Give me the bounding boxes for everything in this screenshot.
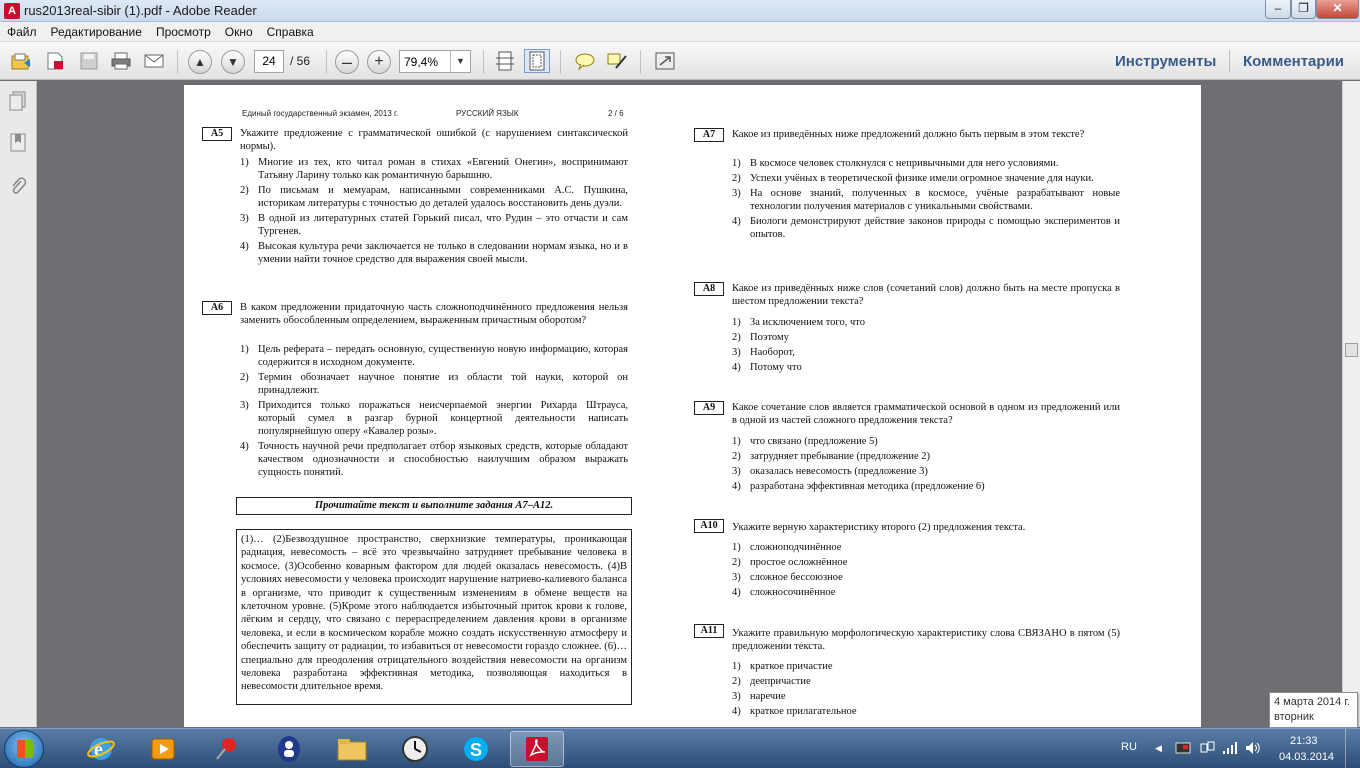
minimize-button[interactable]: – xyxy=(1265,0,1291,19)
toolbar-separator xyxy=(560,50,561,74)
answer-option: 3) Наоборот, xyxy=(732,347,795,358)
page-header-right: 2 / 6 xyxy=(608,109,624,118)
attachments-icon[interactable] xyxy=(8,176,28,198)
clock-date[interactable]: 04.03.2014 xyxy=(1279,751,1335,763)
answer-option: 1) сложноподчинённое xyxy=(732,542,842,553)
answer-option: 1) краткое причастие xyxy=(732,661,833,672)
menu-window[interactable]: Окно xyxy=(224,25,253,39)
page-number-input[interactable]: 24 xyxy=(254,50,284,73)
answer-option: 1) что связано (предложение 5) xyxy=(732,436,878,447)
answer-option: 4) Потому что xyxy=(732,362,802,373)
answer-options xyxy=(732,316,1120,376)
page-thumbnails-icon[interactable] xyxy=(8,91,28,113)
task-number: А10 xyxy=(694,519,724,533)
answer-option: 1) Цель реферата – передать основную, существенную новую информацию, которая содержится в исходном документе. xyxy=(240,344,628,368)
signal-strength-icon[interactable] xyxy=(1222,741,1238,758)
tooltip-weekday: вторник xyxy=(1274,711,1314,723)
pushpin-app-icon[interactable] xyxy=(200,731,254,767)
task-a10 xyxy=(694,519,1124,609)
expand-icon[interactable] xyxy=(652,49,678,73)
read-prompt-box: Прочитайте текст и выполните задания А7–А12. xyxy=(236,497,632,515)
vertical-scrollbar[interactable] xyxy=(1342,81,1360,727)
task-question: Какое сочетание слов является грамматической основой в одном из предложений или в одной из частей сложного предложения текста? xyxy=(732,402,1120,426)
tray-app-icon[interactable] xyxy=(1175,741,1191,758)
skype-icon[interactable] xyxy=(449,731,503,767)
menu-edit[interactable]: Редактирование xyxy=(50,25,142,39)
task-a9 xyxy=(694,401,1124,501)
answer-option: 3) сложное бессоюзное xyxy=(732,572,843,583)
tooltip-date: 4 марта 2014 г. xyxy=(1274,696,1351,708)
zoom-value: 79,4% xyxy=(404,55,439,69)
network-icon[interactable] xyxy=(1199,741,1215,758)
zoom-out-button[interactable]: – xyxy=(335,50,359,74)
bookmarks-icon[interactable] xyxy=(8,133,28,155)
title-bar xyxy=(0,0,1360,22)
answer-option: 4) краткое прилагательное xyxy=(732,706,857,717)
task-number: А6 xyxy=(202,301,232,315)
adobe-reader-icon: A xyxy=(4,3,20,19)
date-tooltip xyxy=(1269,692,1358,728)
menu-help[interactable]: Справка xyxy=(266,25,314,39)
answer-options xyxy=(240,156,628,268)
answer-option: 2) деепричастие xyxy=(732,676,811,687)
internet-explorer-icon[interactable] xyxy=(74,731,128,767)
comments-pane-button[interactable]: Комментарии xyxy=(1243,53,1345,70)
page-header-left: Единый государственный экзамен, 2013 г. xyxy=(242,109,399,118)
previous-page-button[interactable]: ▲ xyxy=(188,50,212,74)
answer-option: 3) В одной из литературных статей Горький писал, что Рудин – это отчасти и сам Тургенев. xyxy=(240,213,628,237)
pdf-page xyxy=(184,85,1201,727)
toolbar-separator xyxy=(326,50,327,74)
answer-option: 2) затрудняет пребывание (предложение 2) xyxy=(732,451,931,462)
tray-expand-icon[interactable]: ◀ xyxy=(1155,743,1162,753)
clock-time[interactable]: 21:33 xyxy=(1290,735,1318,747)
passage-text: (1)… (2)Безвоздушное пространство, сверхнизкие температуры, проникающая радиация, невесомость – всё это чрезвычайно затрудняет пребывание человека в космосе. (3)Особенно коварным фактором для людей оказалась невесомость. (4)В условиях невесомости у человека происходит нарушение натриево-калиевого баланса в организме, что приводит к существенным изменениям в обмене веществ на клеточном уровне. (5)Кроме этого наблюдается избыточный приток крови к голове, лёгким и сердцу, что связано с перераспределением давления крови в организме человека, и если в космическом корабле можно создать искусственную атмосферу и обеспечить защиту от радиации, то избавиться от невесомости гораздо сложнее. (6)… специально для преодоления отрицательного воздействия невесомости на организм человека разработана эффективная методика, позволяющая находиться в невесомости длительное время. xyxy=(236,529,632,705)
answer-option: 3) наречие xyxy=(732,691,786,702)
svg-text:e: e xyxy=(94,739,103,761)
answer-option: 3) Приходится только поражаться неисчерпаемой энергии Рихарда Штрауса, который сумел в разгар бурной концертной деятельности написать популярнейшую оперу «Кавалер розы». xyxy=(240,400,628,437)
menu-bar xyxy=(0,22,1360,42)
task-question: Укажите предложение с грамматической ошибкой (с нарушением синтаксической нормы). xyxy=(240,128,628,152)
svg-text:S: S xyxy=(470,740,483,760)
chevron-down-icon[interactable]: ▼ xyxy=(450,51,470,72)
scrollbar-thumb[interactable] xyxy=(1345,343,1358,357)
answer-option: 2) Термин обозначает научное понятие из области той науки, которой он принадлежит. xyxy=(240,372,628,396)
answer-option: 2) По письмам и мемуарам, написанными современниками А.С. Пушкина, историкам литературы с точностью до деталей удалось восстановить день дуэли. xyxy=(240,185,628,209)
answer-option: 2) Поэтому xyxy=(732,332,789,343)
window-title: rus2013real-sibir (1).pdf - Adobe Reader xyxy=(24,3,257,18)
toolbar-separator xyxy=(640,50,641,74)
task-question: В каком предложении придаточную часть сложноподчинённого предложения нельзя заменить обособленным определением, выраженным причастным оборотом? xyxy=(240,302,628,326)
toolbar xyxy=(0,42,1360,80)
answer-options xyxy=(732,541,1120,601)
windows-logo-icon xyxy=(17,740,33,758)
toolbar-separator xyxy=(1229,50,1230,72)
task-number: А8 xyxy=(694,282,724,296)
zoom-in-button[interactable]: + xyxy=(367,50,391,74)
page-total: / 56 xyxy=(290,54,311,68)
answer-options xyxy=(732,157,1120,243)
answer-options xyxy=(240,343,628,481)
adobe-reader-taskbar-icon[interactable] xyxy=(510,731,564,767)
task-question: Укажите правильную морфологическую характеристику слова СВЯЗАНО в пятом (5) предложении текста. xyxy=(732,628,1120,652)
fit-page-icon[interactable] xyxy=(524,49,550,73)
media-player-icon[interactable] xyxy=(136,731,190,767)
answer-option: 3) оказалась невесомость (предложение 3) xyxy=(732,466,928,477)
answer-option: 3) На основе знаний, полученных в космосе, учёные разрабатывают новые технологии получения материалов с уникальными свойствами. xyxy=(732,188,1120,212)
answer-option: 4) Биологи демонстрируют действие законов природы с помощью экспериментов и опытов. xyxy=(732,216,1120,240)
answer-option: 4) Высокая культура речи заключается не только в следовании нормам языка, но и в умении найти точное средство для выражения своей мысли. xyxy=(240,241,628,265)
volume-icon[interactable] xyxy=(1245,741,1261,758)
language-indicator[interactable]: RU xyxy=(1121,741,1137,753)
toolbar-separator xyxy=(177,50,178,74)
show-desktop-button[interactable] xyxy=(1345,729,1360,768)
menu-view[interactable]: Просмотр xyxy=(155,25,211,39)
task-a8 xyxy=(694,282,1124,382)
task-question: Укажите верную характеристику второго (2) предложения текста. xyxy=(732,522,1026,533)
clock-app-icon[interactable] xyxy=(388,731,442,767)
answer-option: 2) простое осложнённое xyxy=(732,557,848,568)
email-icon[interactable] xyxy=(141,49,167,73)
task-a5 xyxy=(202,127,632,287)
task-number: А7 xyxy=(694,128,724,142)
next-page-button[interactable]: ▼ xyxy=(221,50,245,74)
toolbar-separator xyxy=(483,50,484,74)
answer-option: 1) За исключением того, что xyxy=(732,317,865,328)
answer-options xyxy=(732,660,1120,720)
fit-width-icon[interactable] xyxy=(492,49,518,73)
task-number: А5 xyxy=(202,127,232,141)
highlight-icon[interactable] xyxy=(604,49,630,73)
answer-option: 1) Многие из тех, кто читал роман в стихах «Евгений Онегин», воспринимают Татьяну Ларину только как романтичную барышню. xyxy=(240,157,628,181)
answer-option: 1) В космосе человек столкнулся с непривычными для него условиями. xyxy=(732,158,1059,169)
zoom-select[interactable] xyxy=(399,50,471,73)
task-number: А9 xyxy=(694,401,724,415)
answer-options xyxy=(732,435,1120,495)
page-header-center: РУССКИЙ ЯЗЫК xyxy=(456,109,519,118)
navigation-pane xyxy=(0,81,37,727)
folder-icon[interactable] xyxy=(325,731,379,767)
task-a6 xyxy=(202,301,632,491)
answer-option: 4) разработана эффективная методика (предложение 6) xyxy=(732,481,985,492)
tools-pane-button[interactable]: Инструменты xyxy=(1115,53,1217,70)
start-button[interactable] xyxy=(4,730,44,768)
menu-file[interactable]: Файл xyxy=(7,25,37,39)
maximize-button[interactable]: ❐ xyxy=(1291,0,1316,19)
document-view[interactable] xyxy=(38,81,1342,727)
close-button[interactable]: ✕ xyxy=(1316,0,1359,19)
answer-option: 4) сложносочинённое xyxy=(732,587,836,598)
task-number: А11 xyxy=(694,624,724,638)
print-icon[interactable] xyxy=(108,49,134,73)
open-file-icon[interactable] xyxy=(8,49,34,73)
answer-option: 4) Точность научной речи предполагает отбор языковых средств, которые обладают качеством однозначности и способностью наилучшим образом выражать сущность понятий. xyxy=(240,441,628,478)
comment-icon[interactable] xyxy=(572,49,598,73)
task-question: Какое из приведённых ниже слов (сочетаний слов) должно быть на месте пропуска в шестом предложении текста? xyxy=(732,283,1120,307)
user-app-icon[interactable] xyxy=(262,731,316,767)
create-pdf-icon[interactable] xyxy=(42,49,68,73)
task-a7 xyxy=(694,128,1124,258)
taskbar xyxy=(0,728,1360,768)
task-question: Какое из приведённых ниже предложений должно быть первым в этом тексте? xyxy=(732,129,1085,140)
save-icon[interactable] xyxy=(76,49,102,73)
answer-option: 2) Успехи учёных в теоретической физике имели огромное значение для науки. xyxy=(732,173,1094,184)
task-a11 xyxy=(694,624,1124,724)
